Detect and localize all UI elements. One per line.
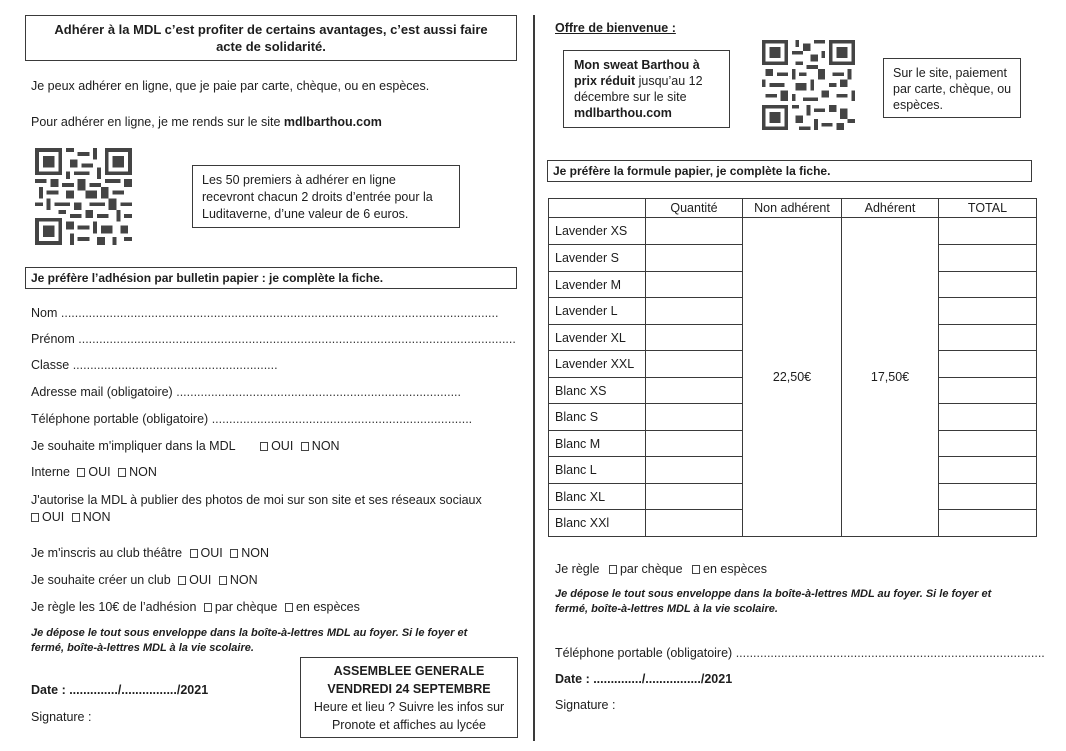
especes-label: en espèces [295, 600, 360, 614]
quantity-cell[interactable] [646, 404, 743, 431]
row-label: Blanc S [549, 404, 646, 431]
quantity-cell[interactable] [646, 378, 743, 404]
non-label: NON [241, 546, 270, 560]
pay-line-3: espèces. [893, 98, 944, 112]
impliquer-oui-checkbox[interactable] [260, 442, 268, 451]
total-cell[interactable] [939, 245, 1037, 272]
total-cell[interactable] [939, 484, 1037, 510]
row-label: Lavender XXL [549, 351, 646, 378]
online-payment-box [883, 58, 1021, 118]
title-line-1: Adhérer à la MDL c’est profiter de certains avantages, c’est aussi faire [54, 22, 488, 37]
row-label: Blanc M [549, 431, 646, 457]
total-cell[interactable] [939, 298, 1037, 325]
site-link[interactable]: mdlbarthou.com [283, 115, 382, 129]
right-date-field[interactable]: Date : ............../................/2021 [555, 672, 733, 686]
total-cell[interactable] [939, 457, 1037, 484]
total-cell[interactable] [939, 510, 1037, 537]
bonus-line-3: Luditaverne, d’une valeur de 6 euros. [202, 207, 409, 221]
impliquer-label: Je souhaite m'impliquer dans la MDL [31, 439, 236, 453]
question-theatre [31, 545, 269, 561]
right-telephone-field[interactable] [555, 645, 1045, 661]
row-label: Lavender XS [549, 218, 646, 245]
depot-instructions [31, 626, 467, 656]
header-size [549, 199, 646, 218]
bonus-line-2: recevront chacun 2 droits d’entrée pour la [202, 190, 433, 204]
impliquer-non-checkbox[interactable] [301, 442, 309, 451]
assemblee-line-4: Pronote et affiches au lycée [331, 718, 487, 732]
row-label: Blanc XXl [549, 510, 646, 537]
oui-label: OUI [42, 510, 65, 524]
right-especes-checkbox[interactable] [692, 565, 700, 574]
quantity-cell[interactable] [646, 325, 743, 351]
assemblee-line-3: Heure et lieu ? Suivre les infos sur [313, 700, 505, 714]
price-adherent: 17,50€ [842, 218, 939, 537]
reglement-especes-checkbox[interactable] [285, 603, 293, 612]
right-signature-field[interactable]: Signature : [555, 698, 616, 712]
offer-title: Offre de bienvenue : [555, 21, 676, 35]
nom-dots: .............................................................................................................................. [60, 306, 499, 320]
question-reglement [31, 599, 360, 615]
sweat-site-link[interactable]: mdlbarthou.com [574, 106, 672, 120]
mail-dots: .................................................................................. [176, 385, 461, 399]
pay-line-2: par carte, chèque, ou [893, 82, 1012, 96]
table-row [549, 218, 1037, 245]
mail-field[interactable] [31, 384, 461, 400]
creer-club-oui-checkbox[interactable] [178, 576, 186, 585]
classe-label: Classe [31, 358, 70, 372]
depot-line-2: fermé, boîte-à-lettres MDL à la vie scolaire. [555, 603, 778, 615]
interne-label: Interne [31, 465, 70, 479]
question-photos [31, 492, 482, 508]
depot-line-1: Je dépose le tout sous enveloppe dans la boîte-à-lettres MDL au foyer. Si le foyer et [555, 588, 992, 600]
creer-club-label: Je souhaite créer un club [31, 573, 171, 587]
total-cell[interactable] [939, 218, 1037, 245]
photos-non-checkbox[interactable] [72, 513, 80, 522]
paper-section-header: Je préfère l’adhésion par bulletin papier : je complète la fiche. [25, 267, 517, 289]
telephone-label: Téléphone portable (obligatoire) [555, 646, 733, 660]
qr-code-icon[interactable] [35, 148, 132, 245]
nom-field[interactable] [31, 305, 498, 321]
telephone-dots: ........................................................................... [211, 412, 473, 426]
signature-field[interactable]: Signature : [31, 710, 92, 724]
cheque-label: par chèque [619, 562, 683, 576]
row-label: Blanc XL [549, 484, 646, 510]
classe-field[interactable] [31, 357, 278, 373]
theatre-oui-checkbox[interactable] [190, 549, 198, 558]
intro-line-1: Je peux adhérer en ligne, que je paie par carte, chèque, ou en espèces. [31, 79, 430, 93]
sweat-line-3: décembre sur le site [574, 90, 687, 104]
prenom-label: Prénom [31, 332, 75, 346]
cheque-label: par chèque [214, 600, 278, 614]
quantity-cell[interactable] [646, 272, 743, 298]
header-quantite: Quantité [646, 199, 743, 218]
theatre-label: Je m'inscris au club théâtre [31, 546, 183, 560]
telephone-field[interactable] [31, 411, 472, 427]
title-line-2: acte de solidarité. [216, 39, 326, 54]
nom-label: Nom [31, 306, 58, 320]
theatre-non-checkbox[interactable] [230, 549, 238, 558]
quantity-cell[interactable] [646, 245, 743, 272]
sweat-line-1: Mon sweat Barthou à [574, 58, 700, 72]
online-bonus-box [192, 165, 460, 228]
prenom-field[interactable] [31, 331, 516, 347]
price-non-adherent: 22,50€ [743, 218, 842, 537]
qr-code-icon[interactable] [762, 40, 855, 130]
assemblee-line-1: ASSEMBLEE GENERALE [333, 664, 485, 678]
intro-line-2-text: Pour adhérer en ligne, je me rends sur le site [31, 115, 284, 129]
quantity-cell[interactable] [646, 298, 743, 325]
title-box [25, 15, 517, 61]
photos-label: J'autorise la MDL à publier des photos de moi sur son site et ses réseaux sociaux [31, 493, 482, 507]
paper-order-section-header: Je préfère la formule papier, je complète la fiche. [547, 160, 1032, 182]
total-cell[interactable] [939, 351, 1037, 378]
row-label: Lavender L [549, 298, 646, 325]
assemblee-line-2: VENDREDI 24 SEPTEMBRE [327, 682, 491, 696]
bonus-line-1: Les 50 premiers à adhérer en ligne [202, 173, 396, 187]
question-photos-options [27, 509, 111, 525]
intro-line-2 [31, 114, 382, 130]
regle-label: Je règle [555, 562, 600, 576]
right-depot-instructions [555, 587, 991, 617]
telephone-label: Téléphone portable (obligatoire) [31, 412, 209, 426]
assemblee-generale-box [300, 657, 518, 738]
header-adherent: Adhérent [842, 199, 939, 218]
total-cell[interactable] [939, 325, 1037, 351]
sweat-line-2 [574, 73, 729, 89]
total-cell[interactable] [939, 431, 1037, 457]
date-field[interactable]: Date : ............../................/2021 [31, 683, 209, 697]
mail-label: Adresse mail (obligatoire) [31, 385, 173, 399]
depot-line-1: Je dépose le tout sous enveloppe dans la boîte-à-lettres MDL au foyer. Si le foyer et [31, 627, 468, 639]
question-interne [31, 464, 157, 480]
photos-oui-checkbox[interactable] [31, 513, 39, 522]
oui-label: OUI [200, 546, 223, 560]
header-total: TOTAL [939, 199, 1037, 218]
quantity-cell[interactable] [646, 431, 743, 457]
reglement-cheque-checkbox[interactable] [204, 603, 212, 612]
non-label: NON [311, 439, 340, 453]
non-label: NON [82, 510, 111, 524]
prenom-dots: .............................................................................................................................. [78, 332, 516, 346]
header-non-adherent: Non adhérent [743, 199, 842, 218]
sweat-order-table [548, 198, 1037, 537]
classe-dots: ........................................................... [72, 358, 278, 372]
row-label: Lavender M [549, 272, 646, 298]
non-label: NON [229, 573, 258, 587]
sweat-offer-box [563, 50, 730, 128]
row-label: Lavender XL [549, 325, 646, 351]
creer-club-non-checkbox[interactable] [219, 576, 227, 585]
total-cell[interactable] [939, 378, 1037, 404]
row-label: Lavender S [549, 245, 646, 272]
quantity-cell[interactable] [646, 351, 743, 378]
telephone-dots: ......................................................................................... [735, 646, 1045, 660]
sweat-until: jusqu’au 12 [635, 74, 703, 88]
oui-label: OUI [88, 465, 111, 479]
question-creer-club [31, 572, 258, 588]
row-label: Blanc XS [549, 378, 646, 404]
interne-non-checkbox[interactable] [118, 468, 126, 477]
center-divider [533, 15, 535, 741]
reglement-label: Je règle les 10€ de l’adhésion [31, 600, 197, 614]
row-label: Blanc L [549, 457, 646, 484]
total-cell[interactable] [939, 404, 1037, 431]
depot-line-2: fermé, boîte-à-lettres MDL à la vie scolaire. [31, 642, 254, 654]
quantity-cell[interactable] [646, 457, 743, 484]
table-header-row [549, 199, 1037, 218]
right-cheque-checkbox[interactable] [609, 565, 617, 574]
question-impliquer [31, 438, 340, 454]
sweat-reduced-price: prix réduit [574, 74, 636, 88]
oui-label: OUI [271, 439, 294, 453]
non-label: NON [129, 465, 157, 479]
total-cell[interactable] [939, 272, 1037, 298]
interne-oui-checkbox[interactable] [77, 468, 85, 477]
especes-label: en espèces [703, 562, 767, 576]
quantity-cell[interactable] [646, 484, 743, 510]
pay-line-1: Sur le site, paiement [893, 66, 1007, 80]
quantity-cell[interactable] [646, 510, 743, 537]
right-reglement [555, 561, 767, 577]
quantity-cell[interactable] [646, 218, 743, 245]
oui-label: OUI [189, 573, 212, 587]
